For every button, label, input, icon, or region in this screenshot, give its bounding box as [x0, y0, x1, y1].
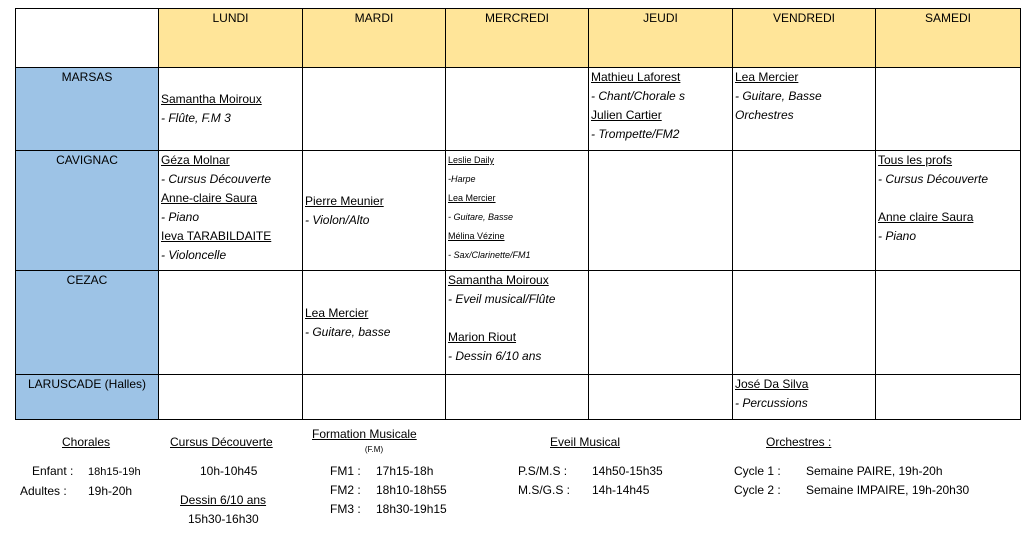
- place-cezac: CEZAC: [16, 271, 159, 375]
- legend-cursus: [170, 433, 300, 529]
- legend-fm: [312, 425, 452, 519]
- legend-label: P.S/M.S :: [518, 464, 568, 478]
- cell-cavignac-lundi: [159, 151, 303, 271]
- cell-cavignac-mardi: [303, 151, 446, 271]
- day-header-mardi: MARDI: [303, 9, 446, 68]
- legend-eveil: [518, 433, 698, 500]
- legend-cursus-time: 10h-10h45: [200, 464, 258, 478]
- legend-label: Adultes :: [20, 484, 67, 498]
- place-laruscade: LARUSCADE (Halles): [16, 375, 159, 420]
- instrument: - Trompette/FM2: [591, 127, 680, 141]
- instrument: - Guitare, Basse: [448, 212, 514, 222]
- row-cezac: [16, 271, 1021, 375]
- teacher-name: Lea Mercier: [735, 70, 799, 84]
- place-marsas: MARSAS: [16, 68, 159, 151]
- teacher-name: Mathieu Laforest: [591, 70, 681, 84]
- cell-marsas-lundi: [159, 68, 303, 151]
- instrument: - Cursus Découverte: [161, 172, 272, 186]
- instrument: - Piano: [878, 229, 917, 243]
- instrument: - Eveil musical/Flûte: [448, 292, 556, 306]
- legend-dessin-time: 15h30-16h30: [188, 512, 259, 526]
- instrument: Orchestres: [735, 108, 794, 122]
- teacher-name: Anne claire Saura: [878, 210, 974, 224]
- cell-marsas-mercredi: [446, 68, 589, 151]
- legend-label: M.S/G.S :: [518, 483, 571, 497]
- cell-cavignac-jeudi: [589, 151, 733, 271]
- instrument: - Percussions: [735, 396, 808, 410]
- legend-chorales-title: Chorales: [62, 435, 111, 449]
- legend-time: 14h-14h45: [592, 483, 650, 497]
- teacher-name: José Da Silva: [735, 377, 809, 391]
- cell-cavignac-vendredi: [733, 151, 876, 271]
- teacher-name: Samantha Moiroux: [161, 92, 262, 106]
- instrument: - Chant/Chorale s: [591, 89, 686, 103]
- legend-time: Semaine PAIRE, 19h-20h: [806, 464, 943, 478]
- teacher-name: Julien Cartier: [591, 108, 662, 122]
- cell-laruscade-vendredi: [733, 375, 876, 420]
- legend-row: [518, 481, 698, 500]
- legend-label: Enfant :: [32, 464, 74, 478]
- row-cavignac: [16, 151, 1021, 271]
- instrument: - Guitare, basse: [305, 324, 391, 339]
- legend-time: 18h10-18h55: [376, 483, 447, 497]
- cell-laruscade-mercredi: [446, 375, 589, 420]
- legend-time: 17h15-18h: [376, 464, 434, 478]
- legend-row: [330, 500, 452, 519]
- legend-time: 18h15-19h: [88, 466, 141, 478]
- legend-fm-sub: (F.M): [364, 445, 384, 454]
- teacher-name: Tous les profs: [878, 153, 953, 167]
- instrument: - Sax/Clarinette/FM1: [448, 250, 531, 260]
- instrument: - Violon/Alto: [305, 212, 370, 227]
- day-header-mercredi: MERCREDI: [446, 9, 589, 68]
- instrument: - Flûte, F.M 3: [161, 111, 231, 125]
- corner-cell: [16, 9, 159, 68]
- cell-laruscade-samedi: [876, 375, 1021, 420]
- day-header-lundi: LUNDI: [159, 9, 303, 68]
- cell-laruscade-lundi: [159, 375, 303, 420]
- row-marsas: [16, 68, 1021, 151]
- teacher-name: Pierre Meunier: [305, 193, 384, 208]
- cell-cezac-samedi: [876, 271, 1021, 375]
- row-laruscade: [16, 375, 1021, 420]
- cell-cavignac-mercredi: [446, 151, 589, 271]
- legend-row: [32, 462, 160, 482]
- legend-row: [734, 462, 1019, 481]
- legend-row: [518, 462, 698, 481]
- cell-cavignac-samedi: [876, 151, 1021, 271]
- cell-cezac-vendredi: [733, 271, 876, 375]
- teacher-name: Leslie Daily: [448, 155, 495, 165]
- legend-row: [734, 481, 1019, 500]
- spacer: [878, 189, 1018, 208]
- legend-label: FM3 :: [330, 502, 361, 516]
- legend-orchestres: [734, 433, 1019, 500]
- legend-time: 19h-20h: [88, 484, 133, 498]
- legend-label: FM1 :: [330, 464, 361, 478]
- teacher-name: Marion Riout: [448, 330, 517, 344]
- teacher-name: Samantha Moiroux: [448, 273, 549, 287]
- teacher-name: Lea Mercier: [448, 193, 496, 203]
- legend-chorales: [20, 433, 160, 501]
- legend-eveil-title: Eveil Musical: [550, 435, 621, 449]
- legend-dessin-title: Dessin 6/10 ans: [180, 493, 267, 507]
- teacher-name: Ieva TARABILDAITE: [161, 229, 272, 243]
- cell-marsas-jeudi: [589, 68, 733, 151]
- legend-time: Semaine IMPAIRE, 19h-20h30: [806, 483, 970, 497]
- legend-label: Cycle 2 :: [734, 483, 781, 497]
- legend-orchestres-title: Orchestres :: [766, 435, 832, 449]
- day-header-samedi: SAMEDI: [876, 9, 1021, 68]
- cell-marsas-mardi: [303, 68, 446, 151]
- legend-time: 18h30-19h15: [376, 502, 447, 516]
- teacher-name: Mélina Vézine: [448, 231, 505, 241]
- cell-marsas-vendredi: [733, 68, 876, 151]
- cell-laruscade-jeudi: [589, 375, 733, 420]
- schedule-table: [15, 8, 1021, 420]
- teacher-name: Anne-claire Saura: [161, 191, 258, 205]
- legend-row: [20, 482, 160, 501]
- legend-label: FM2 :: [330, 483, 361, 497]
- day-header-jeudi: JEUDI: [589, 9, 733, 68]
- place-cavignac: CAVIGNAC: [16, 151, 159, 271]
- cell-cezac-mercredi: [446, 271, 589, 375]
- legend-label: Cycle 1 :: [734, 464, 781, 478]
- teacher-name: Lea Mercier: [305, 305, 369, 320]
- instrument: - Cursus Découverte: [878, 172, 989, 186]
- cell-cezac-jeudi: [589, 271, 733, 375]
- instrument: -Harpe: [448, 174, 476, 184]
- instrument: - Dessin 6/10 ans: [448, 349, 542, 363]
- spacer: [448, 309, 586, 328]
- legend-time: 14h50-15h35: [592, 464, 663, 478]
- teacher-name: Géza Molnar: [161, 153, 230, 167]
- cell-cezac-mardi: [303, 271, 446, 375]
- legend-row: [330, 462, 452, 481]
- legend-row: [330, 481, 452, 500]
- cell-marsas-samedi: [876, 68, 1021, 151]
- instrument: - Violoncelle: [161, 248, 227, 262]
- instrument: - Guitare, Basse: [735, 89, 822, 103]
- header-row: [16, 9, 1021, 68]
- cell-cezac-lundi: [159, 271, 303, 375]
- legend-fm-title: Formation Musicale: [312, 427, 417, 441]
- legend-cursus-title: Cursus Découverte: [170, 435, 273, 449]
- cell-laruscade-mardi: [303, 375, 446, 420]
- instrument: - Piano: [161, 210, 200, 224]
- day-header-vendredi: VENDREDI: [733, 9, 876, 68]
